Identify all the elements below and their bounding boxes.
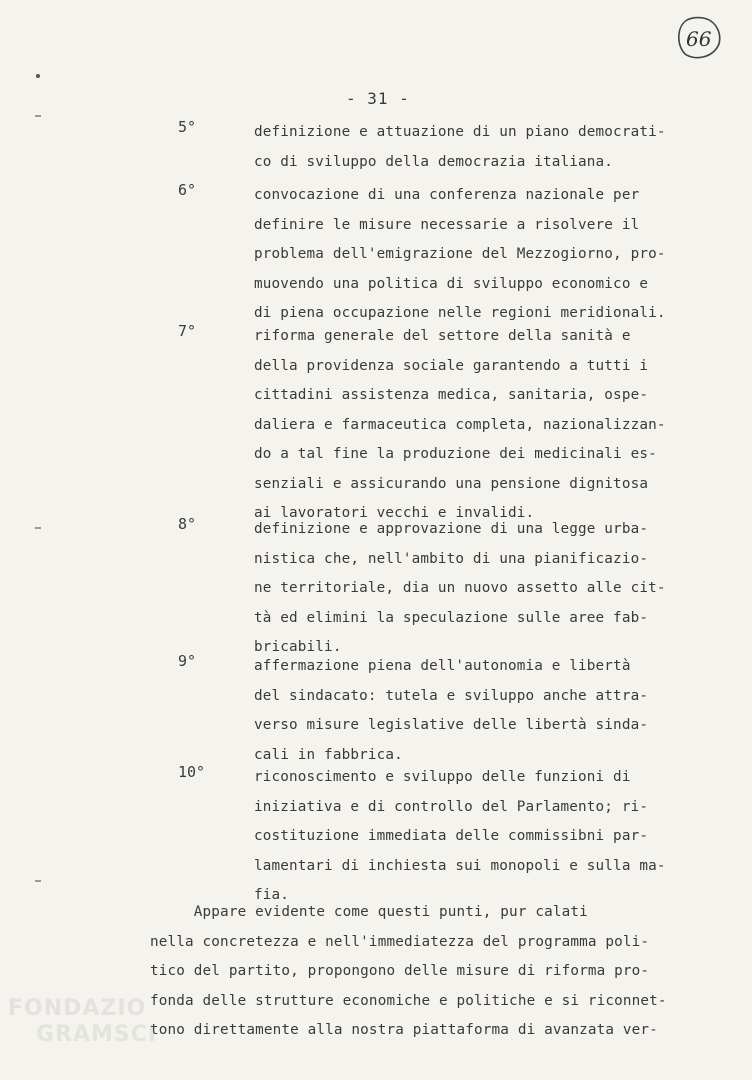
text-line: fonda delle strutture economiche e politiche e si riconnet- — [150, 992, 667, 1009]
text-line: Appare evidente come questi punti, pur calati — [150, 904, 588, 920]
text-line: daliera e farmaceutica completa, nazionalizzan- — [254, 416, 666, 433]
margin-mark — [35, 880, 41, 882]
item-number: 7° — [178, 322, 197, 340]
item-text — [254, 515, 666, 663]
text-line: iniziativa e di controllo del Parlamento; ri- — [254, 798, 649, 815]
item-number: 5° — [178, 118, 197, 136]
text-line: cali in fabbrica. — [254, 746, 403, 763]
text-line: del sindacato: tutela e sviluppo anche attra- — [254, 687, 649, 704]
item-number: 10° — [178, 763, 206, 781]
text-line: definizione e approvazione di una legge urba- — [254, 521, 649, 537]
text-line: tono direttamente alla nostra piattaforma di avanzata ver- — [150, 1022, 658, 1038]
text-line: do a tal fine la produzione dei medicinali es- — [254, 446, 657, 462]
text-line: bricabili. — [254, 639, 342, 655]
margin-mark — [35, 115, 41, 117]
text-line: convocazione di una conferenza nazionale per — [254, 187, 640, 203]
item-number: 8° — [178, 515, 197, 533]
text-line: di piena occupazione nelle regioni meridionali. — [254, 305, 666, 321]
handwritten-page-annotation — [673, 14, 723, 60]
text-line: problema dell'emigrazione del Mezzogiorno, pro- — [254, 246, 666, 262]
item-text — [254, 763, 666, 911]
text-line: cittadini assistenza medica, sanitaria, ospe- — [254, 387, 649, 403]
text-line: lamentari di inchiesta sui monopoli e sulla ma- — [254, 857, 666, 874]
text-line: ai lavoratori vecchi e invalidi. — [254, 505, 535, 521]
item-text — [254, 118, 666, 177]
watermark-logo: FONDAZIO — [8, 996, 147, 1021]
item-number: 9° — [178, 652, 197, 670]
watermark-logo: GRAMSCI — [36, 1022, 158, 1047]
text-line: definizione e attuazione di un piano democrati- — [254, 124, 666, 140]
text-line: riforma generale del settore della sanità e — [254, 328, 631, 344]
text-line: muovendo una politica di sviluppo economico e — [254, 275, 649, 292]
text-line: affermazione piena dell'autonomia e libertà — [254, 658, 631, 674]
text-line: ne territoriale, dia un nuovo assetto alle cit- — [254, 580, 666, 596]
item-text — [254, 181, 666, 329]
text-line: riconoscimento e sviluppo delle funzioni di — [254, 769, 631, 785]
text-line: della providenza sociale garantendo a tutti i — [254, 357, 649, 374]
item-text — [254, 322, 666, 529]
text-line: costituzione immediata delle commissibni par- — [254, 828, 649, 844]
text-line: nella concretezza e nell'immediatezza del programma poli- — [150, 933, 650, 950]
item-number: 6° — [178, 181, 197, 199]
circled-number-mark — [673, 14, 723, 60]
margin-dot — [36, 74, 40, 78]
text-line: fia. — [254, 887, 290, 903]
text-line: tico del partito, propongono delle misure di riforma pro- — [150, 963, 650, 979]
closing-paragraph — [150, 898, 667, 1046]
text-line: senziali e assicurando una pensione dignitosa — [254, 475, 649, 492]
page-number: - 31 - — [346, 89, 410, 108]
text-line: definire le misure necessarie a risolvere il — [254, 216, 640, 233]
text-line: verso misure legislative delle libertà sinda- — [254, 717, 649, 733]
margin-mark — [35, 527, 41, 529]
text-line: co di sviluppo della democrazia italiana. — [254, 153, 614, 170]
annotation-text: 66 — [686, 27, 712, 51]
text-line: nistica che, nell'ambito di una pianificazio- — [254, 550, 649, 567]
item-text — [254, 652, 648, 770]
text-line: tà ed elimini la speculazione sulle aree fab- — [254, 609, 649, 626]
